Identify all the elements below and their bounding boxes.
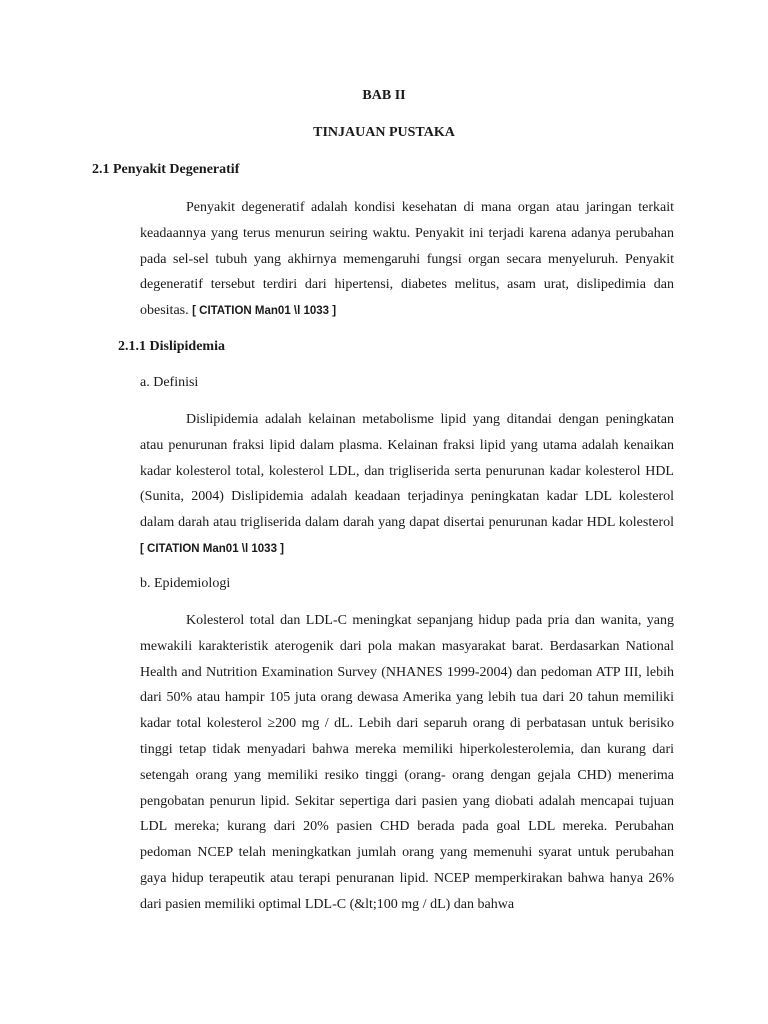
paragraph-penyakit-degeneratif [140,195,674,325]
paragraph-epidemiologi [140,608,674,918]
chapter-title: TINJAUAN PUSTAKA [313,125,455,140]
chapter-label: BAB II [362,88,406,103]
section-heading-2-1: 2.1 Penyakit Degeneratif [92,162,240,177]
subheading-epidemiologi: b. Epidemiologi [140,576,231,591]
section-heading-2-1-1: 2.1.1 Dislipidemia [118,339,225,354]
paragraph-definisi [140,407,674,563]
paragraph-text: Dislipidemia adalah kelainan metabolisme lipid yang ditandai dengan peningkatan atau penurunan fraksi lipid dalam plasma. Kelainan fraksi lipid yang utama adalah kenaikan kadar kolesterol total, kolesterol LDL, dan trigliserida serta penurunan kadar kolesterol HDL (Sunita, 2004) Dislipidemia adalah keadaan terjadinya peningkatan kadar LDL kolesterol dalam darah atau trigliserida dalam darah yang dapat disertai penurunan kadar HDL kolesterol [140,412,674,531]
citation-field: [ CITATION Man01 \l 1033 ] [140,542,284,555]
subheading-definisi: a. Definisi [140,375,199,390]
paragraph-text: Penyakit degeneratif adalah kondisi kesehatan di mana organ atau jaringan terkait keadaannya yang terus menurun seiring waktu. Penyakit ini terjadi karena adanya perubahan pada sel-sel tubuh yang akhirnya memengaruhi fungsi organ secara menyeluruh. Penyakit degeneratif tersebut terdiri dari hipertensi, diabetes melitus, asam urat, dislipedimia dan obesitas. [140,200,674,319]
paragraph-text: Kolesterol total dan LDL-C meningkat sepanjang hidup pada pria dan wanita, yang mewakili karakteristik aterogenik dari pola makan masyarakat barat. Berdasarkan National Health and Nutrition Examination Survey (NHANES 1999-2004) dan pedoman ATP III, lebih dari 50% atau hampir 105 juta orang dewasa Amerika yang lebih tua dari 20 tahun memiliki kadar total kolesterol ≥200 mg / dL. Lebih dari separuh orang di perbatasan untuk berisiko tinggi tetap tidak menyadari bahwa mereka memiliki hiperkolesterolemia, dan kurang dari setengah orang yang memiliki resiko tinggi (orang- orang dengan gejala CHD) menerima pengobatan penurun lipid. Sekitar sepertiga dari pasien yang diobati adalah mencapai tujuan LDL mereka; kurang dari 20% pasien CHD berada pada goal LDL mereka. Perubahan pedoman NCEP telah meningkatkan jumlah orang yang memenuhi syarat untuk perubahan gaya hidup terapeutik atau terapi penuranan lipid. NCEP memperkirakan bahwa hanya 26% dari pasien memiliki optimal LDL-C (&lt;100 mg / dL) dan bahwa [140,613,674,912]
citation-field: [ CITATION Man01 \l 1033 ] [192,305,337,318]
